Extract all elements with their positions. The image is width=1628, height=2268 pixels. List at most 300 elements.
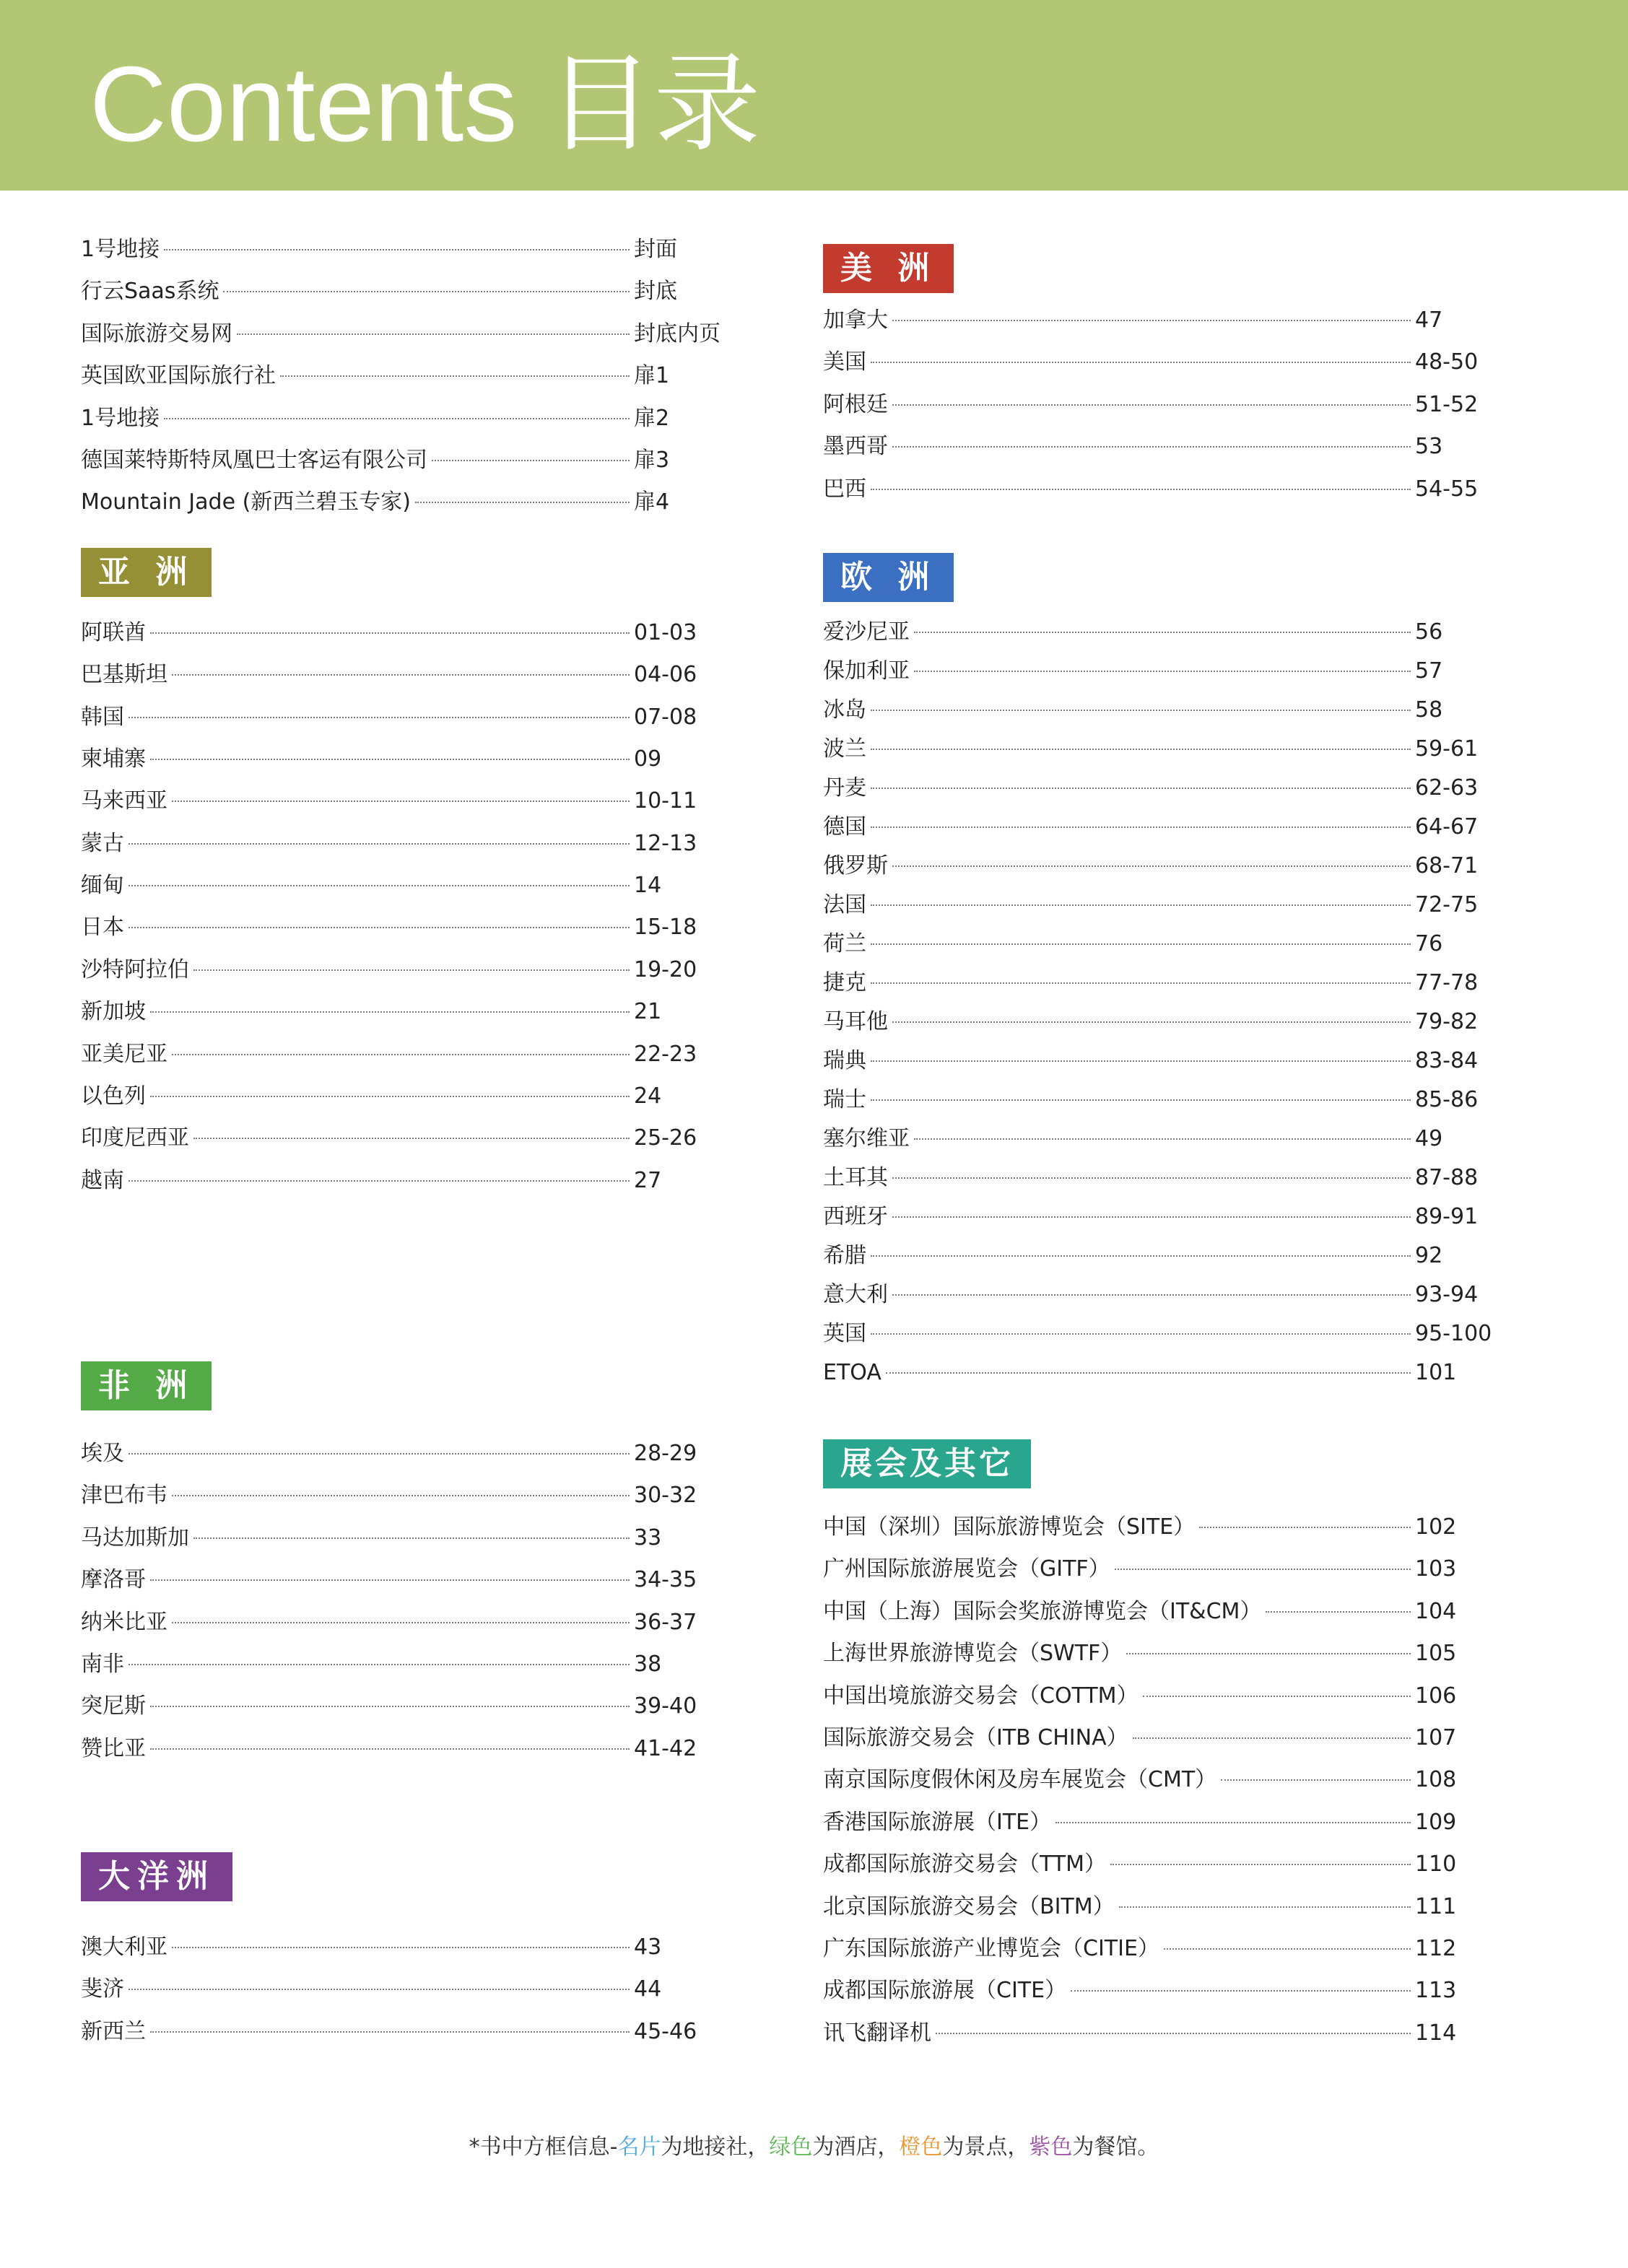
toc-entry: [81, 488, 731, 530]
toc-entry: [81, 1124, 731, 1166]
asia-section: [81, 548, 731, 1208]
toc-entry: [81, 1975, 731, 2017]
toc-entry-page: 104: [1415, 1598, 1457, 1624]
toc-entry-label: 波兰: [823, 736, 866, 762]
toc-entry-page: 45-46: [634, 2018, 697, 2044]
toc-entry: [823, 432, 1487, 474]
dot-leader: [892, 446, 1411, 448]
dot-leader: [164, 249, 630, 250]
toc-entry: [823, 1808, 1487, 1850]
toc-entry-label: Mountain Jade (新西兰碧玉专家): [81, 489, 411, 515]
america-list: [823, 306, 1487, 517]
toc-entry-label: 香港国际旅游展（ITE）: [823, 1809, 1052, 1835]
toc-entry-label: 马达加斯加: [81, 1525, 189, 1550]
toc-entry: [81, 703, 731, 745]
dot-leader: [871, 362, 1411, 363]
dot-leader: [172, 801, 630, 802]
dot-leader: [1199, 1527, 1411, 1528]
toc-entry: [823, 1555, 1487, 1597]
toc-entry: [81, 913, 731, 955]
toc-entry-label: 津巴布韦: [81, 1483, 167, 1509]
dot-leader: [1164, 1948, 1411, 1950]
footer-note-segment: 名片: [617, 2134, 661, 2160]
toc-entry-label: 新加坡: [81, 999, 146, 1025]
europe-section: [823, 553, 1492, 1397]
toc-entry: [81, 1166, 731, 1208]
toc-entry-label: 韩国: [81, 704, 124, 730]
toc-entry: [81, 787, 731, 829]
toc-entry-label: 美国: [823, 349, 866, 375]
toc-entry: [823, 1086, 1487, 1125]
dot-leader: [914, 632, 1411, 633]
dot-leader: [1055, 1822, 1411, 1823]
toc-entry: [81, 619, 731, 660]
toc-entry: [823, 1242, 1487, 1281]
toc-entry-label: 巴西: [823, 476, 866, 502]
toc-entry-label: 印度尼西亚: [81, 1125, 189, 1151]
page-title: Contents 目录: [90, 45, 761, 164]
toc-entry-label: 保加利亚: [823, 658, 910, 684]
toc-entry-label: 捷克: [823, 970, 866, 995]
toc-entry-page: 21: [634, 999, 662, 1025]
dot-leader: [193, 1538, 630, 1539]
toc-entry-page: 56: [1415, 619, 1443, 645]
toc-entry-page: 22-23: [634, 1041, 697, 1067]
toc-entry-label: 柬埔寨: [81, 746, 146, 772]
toc-entry-page: 87-88: [1415, 1165, 1479, 1190]
toc-entry-page: 106: [1415, 1683, 1457, 1709]
toc-entry-label: 瑞士: [823, 1087, 866, 1112]
toc-entry: [81, 446, 731, 488]
left-column: [81, 235, 731, 2044]
toc-entry: [823, 2019, 1487, 2061]
toc-entry: [823, 969, 1487, 1008]
dot-leader: [914, 671, 1411, 672]
toc-entry: [823, 1164, 1487, 1203]
toc-entry-label: 西班牙: [823, 1204, 888, 1229]
toc-entry-page: 102: [1415, 1514, 1457, 1540]
toc-entry: [81, 1566, 731, 1608]
footer-note-segment: 为景点，: [942, 2134, 1030, 2160]
toc-entry-page: 105: [1415, 1641, 1457, 1667]
toc-entry-label: 墨西哥: [823, 434, 888, 460]
toc-entry-page: 07-08: [634, 704, 697, 730]
toc-entry-page: 54-55: [1415, 476, 1479, 502]
intro-section: [81, 235, 731, 531]
dot-leader: [193, 969, 630, 971]
toc-entry-label: 成都国际旅游展（CITE）: [823, 1978, 1067, 2004]
dot-leader: [871, 904, 1411, 906]
toc-entry: [81, 1040, 731, 1082]
toc-entry: [81, 1692, 731, 1734]
toc-entry-label: 以色列: [81, 1083, 146, 1109]
dot-leader: [914, 1138, 1411, 1140]
toc-entry-label: 法国: [823, 892, 866, 917]
toc-entry-label: 南非: [81, 1651, 124, 1677]
toc-entry-page: 25-26: [634, 1125, 697, 1151]
dot-leader: [871, 710, 1411, 711]
toc-entry-page: 59-61: [1415, 736, 1479, 762]
toc-entry-page: 41-42: [634, 1735, 697, 1761]
toc-entry-page: 53: [1415, 434, 1443, 460]
dot-leader: [871, 1099, 1411, 1101]
america-heading: 美 洲: [823, 244, 954, 293]
toc-entry: [81, 829, 731, 871]
footer-note-segment: 为酒店，: [812, 2134, 900, 2160]
toc-entry: [81, 998, 731, 1039]
dot-leader: [129, 927, 630, 928]
dot-leader: [129, 1453, 630, 1454]
toc-entry-label: 巴基斯坦: [81, 662, 167, 688]
toc-entry: [823, 852, 1487, 891]
toc-entry-page: 101: [1415, 1360, 1457, 1385]
toc-entry-page: 89-91: [1415, 1204, 1479, 1229]
toc-entry-label: 越南: [81, 1167, 124, 1193]
toc-entry-page: 43: [634, 1935, 662, 1960]
toc-entry: [823, 1766, 1487, 1807]
toc-entry-label: 丹麦: [823, 775, 866, 801]
toc-entry: [81, 871, 731, 913]
toc-entry-page: 15-18: [634, 915, 697, 941]
africa-heading: 非 洲: [81, 1361, 212, 1410]
toc-entry: [81, 1735, 731, 1776]
toc-entry: [81, 1933, 731, 1975]
toc-entry-page: 扉3: [634, 447, 670, 473]
toc-entry-page: 27: [634, 1167, 662, 1193]
dot-leader: [1126, 1653, 1411, 1654]
toc-entry-page: 110: [1415, 1852, 1457, 1877]
toc-entry-page: 14: [634, 873, 662, 899]
toc-entry-label: 摩洛哥: [81, 1567, 146, 1593]
toc-entry: [81, 235, 731, 277]
toc-entry-label: 阿联酋: [81, 619, 146, 645]
dot-leader: [129, 885, 630, 886]
toc-entry-label: 上海世界旅游博览会（SWTF）: [823, 1641, 1123, 1667]
dot-leader: [892, 404, 1411, 406]
toc-entry: [823, 891, 1487, 930]
toc-entry-page: 95-100: [1415, 1321, 1492, 1346]
toc-entry: [81, 956, 731, 998]
expo-list: [823, 1513, 1487, 2061]
dot-leader: [280, 375, 630, 377]
toc-entry: [823, 306, 1487, 348]
toc-entry-label: ETOA: [823, 1360, 882, 1385]
dot-leader: [1133, 1737, 1411, 1739]
toc-entry: [823, 1513, 1487, 1555]
dot-leader: [936, 2033, 1411, 2034]
toc-entry: [81, 404, 731, 446]
toc-entry: [823, 1935, 1487, 1976]
toc-entry: [823, 1597, 1487, 1639]
europe-list: [823, 618, 1492, 1397]
toc-entry-page: 扉4: [634, 489, 670, 515]
toc-entry-label: 北京国际旅游交易会（BITM）: [823, 1893, 1115, 1919]
toc-entry-label: 埃及: [81, 1441, 124, 1466]
toc-entry-label: 爱沙尼亚: [823, 619, 910, 645]
toc-entry-label: 英国欧亚国际旅行社: [81, 363, 276, 389]
toc-entry: [81, 1481, 731, 1523]
dot-leader: [871, 788, 1411, 789]
toc-entry-page: 38: [634, 1651, 662, 1677]
toc-entry-page: 93-94: [1415, 1282, 1479, 1307]
toc-entry: [823, 774, 1487, 813]
toc-entry-label: 国际旅游交易会（ITB CHINA）: [823, 1724, 1128, 1750]
toc-entry-page: 92: [1415, 1243, 1443, 1268]
dot-leader: [150, 1011, 630, 1013]
dot-leader: [871, 943, 1411, 945]
toc-entry: [823, 618, 1487, 657]
toc-entry-label: 希腊: [823, 1243, 866, 1268]
dot-leader: [1143, 1696, 1411, 1697]
toc-entry-label: 广州国际旅游展览会（GITF）: [823, 1556, 1110, 1582]
dot-leader: [871, 1060, 1411, 1062]
dot-leader: [892, 320, 1411, 321]
toc-entry-label: 广东国际旅游产业博览会（CITIE）: [823, 1935, 1159, 1961]
dot-leader: [1071, 1990, 1411, 1992]
toc-entry-label: 亚美尼亚: [81, 1041, 167, 1067]
toc-entry-label: 讯飞翻译机: [823, 2020, 931, 2046]
toc-entry: [81, 1082, 731, 1124]
footer-note: [0, 2129, 1628, 2165]
dot-leader: [871, 982, 1411, 984]
dot-leader: [129, 717, 630, 718]
toc-entry: [81, 660, 731, 702]
dot-leader: [415, 502, 630, 503]
toc-entry-label: 中国（上海）国际会奖旅游博览会（IT&CM）: [823, 1598, 1262, 1624]
toc-entry-page: 83-84: [1415, 1048, 1479, 1073]
toc-entry-label: 南京国际度假休闲及房车展览会（CMT）: [823, 1767, 1217, 1793]
toc-entry-page: 封底内页: [634, 320, 721, 346]
dot-leader: [172, 1622, 630, 1623]
dot-leader: [172, 1495, 630, 1496]
dot-leader: [150, 2031, 630, 2033]
dot-leader: [892, 1177, 1411, 1179]
dot-leader: [150, 632, 630, 634]
footer-note-segment: 为餐馆。: [1072, 2134, 1159, 2160]
toc-entry-page: 103: [1415, 1556, 1457, 1582]
toc-entry: [823, 657, 1487, 696]
toc-entry-page: 47: [1415, 308, 1443, 333]
toc-entry-label: 德国莱特斯特凤凰巴士客运有限公司: [81, 447, 427, 473]
toc-entry-label: 成都国际旅游交易会（TTM）: [823, 1852, 1107, 1877]
footer-note-segment: 紫色: [1029, 2134, 1073, 2160]
oceania-heading: 大洋洲: [81, 1852, 232, 1901]
expo-heading: 展会及其它: [823, 1439, 1031, 1488]
footer-note-segment: *书中方框信息-: [469, 2134, 618, 2160]
toc-entry-label: 1号地接: [81, 237, 160, 262]
toc-entry-page: 34-35: [634, 1567, 697, 1593]
toc-entry-label: 缅甸: [81, 873, 124, 899]
dot-leader: [871, 489, 1411, 490]
toc-entry: [823, 1281, 1487, 1320]
dot-leader: [1266, 1611, 1411, 1613]
toc-entry-page: 85-86: [1415, 1087, 1479, 1112]
dot-leader: [129, 1180, 630, 1182]
dot-leader: [150, 1748, 630, 1750]
toc-entry-label: 中国（深圳）国际旅游博览会（SITE）: [823, 1514, 1196, 1540]
toc-entry-page: 77-78: [1415, 970, 1479, 995]
toc-entry: [81, 277, 731, 319]
toc-entry-page: 107: [1415, 1724, 1457, 1750]
dot-leader: [886, 1372, 1411, 1374]
right-column: [823, 244, 1492, 2046]
toc-entry-page: 44: [634, 1976, 662, 2002]
toc-entry: [823, 1639, 1487, 1681]
toc-entry-page: 封底: [634, 279, 677, 305]
asia-list: [81, 619, 731, 1208]
toc-entry-label: 日本: [81, 915, 124, 941]
toc-entry-page: 51-52: [1415, 391, 1479, 417]
africa-list: [81, 1439, 731, 1776]
dot-leader: [892, 865, 1411, 867]
toc-entry: [823, 475, 1487, 517]
toc-entry-label: 荷兰: [823, 931, 866, 956]
dot-leader: [129, 843, 630, 845]
toc-entry-page: 36-37: [634, 1609, 697, 1635]
toc-entry: [823, 1358, 1487, 1397]
toc-entry-page: 30-32: [634, 1483, 697, 1509]
dot-leader: [150, 1579, 630, 1581]
toc-entry: [823, 1850, 1487, 1892]
toc-entry-page: 64-67: [1415, 814, 1479, 839]
expo-section: [823, 1439, 1487, 2061]
toc-entry-label: 马耳他: [823, 1009, 888, 1034]
toc-entry-page: 79-82: [1415, 1009, 1479, 1034]
toc-entry: [81, 1524, 731, 1566]
toc-entry: [81, 1650, 731, 1692]
dot-leader: [172, 1947, 630, 1948]
toc-entry-label: 蒙古: [81, 830, 124, 856]
toc-entry-page: 111: [1415, 1893, 1457, 1919]
dot-leader: [892, 1216, 1411, 1218]
toc-entry: [823, 813, 1487, 852]
toc-entry-label: 新西兰: [81, 2018, 146, 2044]
toc-entry: [823, 1893, 1487, 1935]
dot-leader: [1221, 1779, 1411, 1781]
toc-entry-label: 土耳其: [823, 1165, 888, 1190]
america-section: [823, 244, 1487, 517]
toc-entry-page: 19-20: [634, 956, 697, 982]
toc-entry-page: 24: [634, 1083, 662, 1109]
dot-leader: [871, 826, 1411, 828]
toc-entry-page: 109: [1415, 1809, 1457, 1835]
toc-entry: [81, 2018, 731, 2059]
footer-note-segment: 橙色: [899, 2134, 943, 2160]
dot-leader: [129, 1989, 630, 1990]
toc-entry-page: 01-03: [634, 619, 697, 645]
dot-leader: [237, 333, 630, 335]
dot-leader: [172, 674, 630, 676]
toc-entry: [823, 1008, 1487, 1047]
asia-heading: 亚 洲: [81, 548, 212, 597]
toc-entry-page: 58: [1415, 697, 1443, 723]
dot-leader: [164, 418, 630, 419]
dot-leader: [150, 1096, 630, 1097]
toc-entry: [81, 745, 731, 787]
toc-entry: [823, 1976, 1487, 2018]
toc-entry-label: 德国: [823, 814, 866, 839]
toc-entry-page: 12-13: [634, 830, 697, 856]
header-banner: [0, 0, 1628, 191]
dot-leader: [150, 1706, 630, 1707]
toc-entry-page: 108: [1415, 1767, 1457, 1793]
dot-leader: [892, 1021, 1411, 1023]
toc-entry-label: 阿根廷: [823, 391, 888, 417]
toc-entry-label: 中国出境旅游交易会（COTTM）: [823, 1683, 1139, 1709]
toc-entry-page: 04-06: [634, 662, 697, 688]
toc-entry-label: 1号地接: [81, 405, 160, 431]
toc-entry-page: 10-11: [634, 788, 697, 814]
toc-entry-page: 112: [1415, 1935, 1457, 1961]
toc-entry: [81, 362, 731, 404]
dot-leader: [129, 1664, 630, 1665]
footer-note-segment: 为地接社，: [661, 2134, 770, 2160]
toc-entry: [81, 1439, 731, 1481]
dot-leader: [871, 749, 1411, 750]
toc-entry-label: 俄罗斯: [823, 853, 888, 878]
toc-entry-page: 72-75: [1415, 892, 1479, 917]
toc-entry-page: 57: [1415, 658, 1443, 684]
toc-entry-label: 英国: [823, 1321, 866, 1346]
toc-entry-label: 冰岛: [823, 697, 866, 723]
dot-leader: [871, 1255, 1411, 1257]
toc-entry-label: 斐济: [81, 1976, 124, 2002]
toc-entry: [823, 1125, 1487, 1164]
oceania-section: [81, 1852, 731, 2059]
toc-entry: [823, 930, 1487, 969]
toc-entry: [823, 391, 1487, 432]
toc-entry-label: 国际旅游交易网: [81, 320, 232, 346]
toc-entry-page: 封面: [634, 237, 677, 262]
dot-leader: [223, 291, 630, 292]
toc-entry: [823, 735, 1487, 774]
toc-entry: [823, 348, 1487, 390]
toc-entry-page: 49: [1415, 1126, 1443, 1151]
footer-note-segment: 绿色: [769, 2134, 813, 2160]
dot-leader: [871, 1333, 1411, 1335]
africa-section: [81, 1361, 731, 1776]
dot-leader: [1115, 1569, 1411, 1570]
toc-entry-page: 68-71: [1415, 853, 1479, 878]
toc-entry-label: 瑞典: [823, 1048, 866, 1073]
toc-entry-page: 28-29: [634, 1441, 697, 1466]
toc-entry-page: 113: [1415, 1978, 1457, 2004]
toc-entry-label: 马来西亚: [81, 788, 167, 814]
toc-entry-label: 纳米比亚: [81, 1609, 167, 1635]
toc-entry-page: 114: [1415, 2020, 1457, 2046]
toc-entry-page: 62-63: [1415, 775, 1479, 801]
dot-leader: [892, 1294, 1411, 1296]
dot-leader: [172, 1054, 630, 1055]
toc-entry-label: 意大利: [823, 1282, 888, 1307]
dot-leader: [1119, 1906, 1411, 1908]
toc-entry-label: 赞比亚: [81, 1735, 146, 1761]
dot-leader: [150, 759, 630, 760]
toc-entry-page: 48-50: [1415, 349, 1479, 375]
toc-entry-page: 33: [634, 1525, 662, 1550]
dot-leader: [1110, 1864, 1411, 1865]
toc-entry: [823, 1724, 1487, 1766]
toc-entry: [81, 1608, 731, 1650]
toc-entry: [823, 1203, 1487, 1242]
dot-leader: [432, 460, 630, 461]
toc-entry: [823, 1320, 1492, 1358]
toc-entry-label: 塞尔维亚: [823, 1126, 910, 1151]
toc-entry: [823, 1047, 1487, 1086]
oceania-list: [81, 1933, 731, 2059]
toc-entry-page: 扉1: [634, 363, 670, 389]
toc-entry-label: 突尼斯: [81, 1693, 146, 1719]
